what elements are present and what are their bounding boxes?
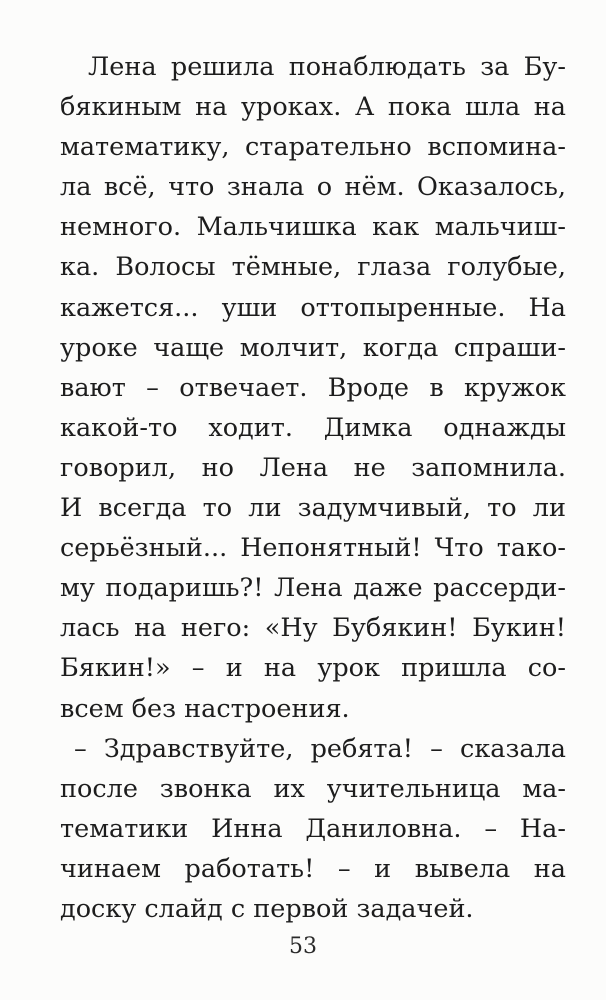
text-line: вают – отвечает. Вроде в кружок: [60, 372, 566, 403]
text-line: Бякин!» – и на урок пришла со-: [60, 653, 566, 684]
text-line: Лена решила понаблюдать за Бу-: [88, 52, 566, 82]
page-number: 53: [289, 934, 317, 959]
text-line: серьёзный... Непонятный! Что тако-: [60, 533, 566, 564]
text-line: говорил, но Лена не запомнила.: [60, 452, 566, 483]
page-text: [60, 47, 566, 929]
text-line: тематики Инна Даниловна. – На-: [60, 813, 566, 844]
text-line: – Здравствуйте, ребята! – сказала: [74, 733, 566, 764]
text-line: уроке чаще молчит, когда спраши-: [60, 332, 566, 363]
text-line: му подаришь?! Лена даже рассерди-: [60, 573, 566, 604]
text-line: чинаем работать! – и вывела на: [60, 853, 566, 884]
text-line: ка. Волосы тёмные, глаза голубые,: [60, 252, 566, 283]
paragraph-2: [60, 729, 566, 929]
text-line: после звонка их учительница ма-: [60, 773, 566, 804]
text-line: математику, старательно вспомина-: [60, 132, 566, 163]
text-line: ла всё, что знала о нём. Оказалось,: [60, 172, 566, 203]
text-line: лась на него: «Ну Бубякин! Букин!: [60, 613, 566, 644]
paragraph-1: [60, 47, 566, 729]
text-line: кажется... уши оттопыренные. На: [60, 292, 566, 323]
text-line: какой-то ходит. Димка однажды: [60, 412, 566, 443]
text-line: немного. Мальчишка как мальчиш-: [60, 212, 566, 243]
text-line: бякиным на уроках. А пока шла на: [60, 92, 566, 123]
text-line: И всегда то ли задумчивый, то ли: [60, 493, 566, 524]
text-line: доску слайд с первой задачей.: [60, 893, 474, 924]
text-line: всем без настроения.: [60, 693, 350, 724]
